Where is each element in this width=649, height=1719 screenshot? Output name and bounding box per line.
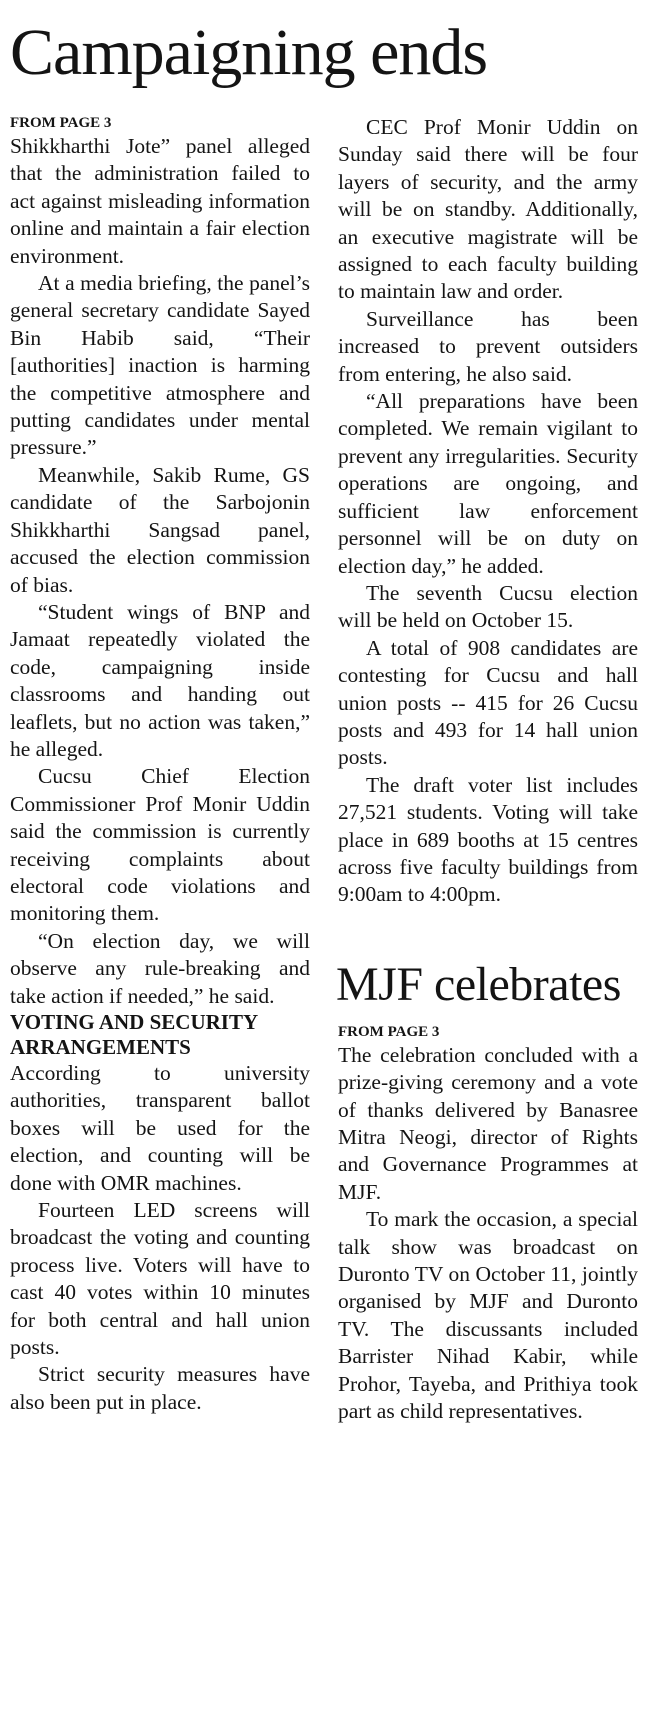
article-column-right <box>338 114 638 1425</box>
story-headline: Campaigning ends <box>10 16 488 89</box>
article-paragraph: The seventh Cucsu election will be held on October 15. <box>338 580 638 633</box>
article-paragraph: Fourteen LED screens will broadcast the voting and counting process live. Voters will have to cast 40 votes within 10 minutes for both central and hall union posts. <box>10 1198 310 1360</box>
article-paragraph: Strict security measures have also been put in place. <box>10 1362 310 1414</box>
article-paragraph: “Student wings of BNP and Jamaat repeatedly violated the code, campaigning inside classrooms and handing out leaflets, but no action was taken,” he alleged. <box>10 599 310 761</box>
article-paragraph: “All preparations have been completed. We remain vigilant to prevent any irregularities. Security operations are ongoing, and sufficient law enforcement personnel will be on duty on election day,” he added. <box>338 389 638 578</box>
story2-headline: MJF celebrates <box>336 957 621 1011</box>
story2-paragraph: The celebration concluded with a prize-giving ceremony and a vote of thanks delivered by Banasree Mitra Neogi, director of Rights and Governance Programmes at MJF. <box>338 1042 638 1204</box>
story2-paragraph: To mark the occasion, a special talk show was broadcast on Duronto TV on October 11, jointly organised by MJF and Duronto TV. The discussants included Barrister Nihad Kabir, while Prohor, Tayeba, and Prithiya took part as child representatives. <box>338 1207 638 1424</box>
article-paragraph: Meanwhile, Sakib Rume, GS candidate of the Sarbojonin Shikkharthi Sangsad panel, accused the election commission of bias. <box>10 462 310 597</box>
jump-label: FROM PAGE 3 <box>10 115 112 131</box>
article-subhead: VOTING AND SECURITY ARRANGEMENTS <box>10 1010 258 1059</box>
story2-jump-label: FROM PAGE 3 <box>338 1023 440 1040</box>
article-paragraph: “On election day, we will observe any rule-breaking and take action if needed,” he said. <box>10 928 310 1008</box>
article-paragraph: A total of 908 candidates are contesting for Cucsu and hall union posts -- 415 for 26 Cucsu posts and 493 for 14 hall union posts. <box>338 635 638 770</box>
article-paragraph: At a media briefing, the panel’s general secretary candidate Sayed Bin Habib said, “Their [authorities] inaction is harming the competitive atmosphere and putting candidates under mental pressure.” <box>10 271 310 460</box>
article-paragraph: CEC Prof Monir Uddin on Sunday said there will be four layers of security, and the army will be on standby. Additionally, an executive magistrate will be assigned to each faculty building to maintain law and order. <box>338 115 638 304</box>
article-column-left <box>10 114 310 1416</box>
article-paragraph: Cucsu Chief Election Commissioner Prof Monir Uddin said the commission is currently receiving complaints about electoral code violations and monitoring them. <box>10 764 310 926</box>
article-paragraph: The draft voter list includes 27,521 students. Voting will take place in 689 booths at 15 centres across five faculty buildings from 9:00am to 4:00pm. <box>338 772 638 907</box>
article-paragraph: Surveillance has been increased to prevent outsiders from entering, he also said. <box>338 306 638 386</box>
article-paragraph: According to university authorities, transparent ballot boxes will be used for the election, and counting will be done with OMR machines. <box>10 1061 310 1195</box>
article-paragraph: Shikkharthi Jote” panel alleged that the administration failed to act against misleading information online and maintain a fair election environment. <box>10 134 310 268</box>
